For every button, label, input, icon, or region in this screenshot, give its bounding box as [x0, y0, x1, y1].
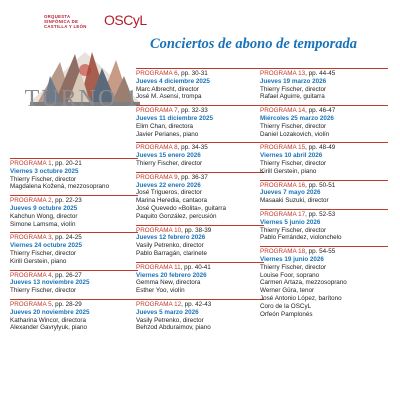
- performer-line: Thierry Fischer, director: [136, 159, 203, 167]
- concert-entry: [136, 299, 264, 332]
- concert-header: [260, 246, 388, 256]
- program-pages: , pp. 52-53: [305, 210, 336, 218]
- concert-header: [136, 172, 264, 182]
- concert-header: [136, 299, 264, 309]
- performer-line: Carmen Artaza, mezzosoprano: [260, 279, 347, 287]
- program-pages: , pp. 22-23: [51, 197, 82, 205]
- program-number: PROGRAMA 14: [260, 107, 306, 115]
- concert-date: Viernes 19 junio 2026: [260, 255, 324, 263]
- performer-line: Coro de la OSCyL: [260, 302, 312, 310]
- performer-line: Masaaki Suzuki, director: [260, 197, 329, 205]
- performer-line: Rafael Aguirre, guitarra: [260, 93, 325, 101]
- concert-date: Viernes 3 octubre 2025: [10, 167, 79, 175]
- performer-line: José Antonio López, barítono: [260, 294, 342, 302]
- concert-header: [260, 209, 388, 219]
- program-pages: , pp. 40-41: [180, 263, 211, 271]
- concert-header: [136, 105, 264, 115]
- concert-date: Viernes 10 abril 2026: [260, 152, 323, 160]
- program-number: PROGRAMA 1: [10, 160, 52, 167]
- program-number: PROGRAMA 2: [10, 197, 52, 205]
- concert-header: [260, 142, 388, 152]
- performer-line: Thierry Fischer, director: [260, 85, 327, 93]
- concert-date: Jueves 5 marzo 2026: [136, 308, 199, 316]
- performer-line: Thierry Fischer, director: [260, 263, 327, 271]
- performer-line: Thierry Fischer, director: [260, 226, 327, 234]
- program-number: PROGRAMA 7: [136, 107, 178, 115]
- program-pages: , pp. 32-33: [177, 107, 208, 115]
- performer-line: Werner Güra, tenor: [260, 287, 315, 295]
- program-pages: , pp. 26-27: [51, 271, 82, 279]
- program-pages: , pp. 44-45: [305, 70, 336, 77]
- concert-entry: [260, 246, 388, 318]
- concert-entry: [260, 142, 388, 175]
- performer-line: Alexander Gavrylyuk, piano: [10, 324, 88, 332]
- performer-line: José M. Asensi, trompa: [136, 93, 202, 101]
- concert-header: [10, 270, 138, 280]
- program-pages: , pp. 54-55: [305, 248, 336, 256]
- orchestra-wordmark: OSCyL: [104, 12, 147, 28]
- program-number: PROGRAMA 15: [260, 144, 306, 152]
- program-number: PROGRAMA 8: [136, 144, 178, 152]
- performer-line: Thierry Fischer, director: [260, 122, 327, 130]
- column-2: [136, 68, 264, 336]
- orchestra-name-line: ORQUESTA: [44, 14, 71, 19]
- performer-line: Marina Heredia, cantaora: [136, 197, 208, 205]
- orchestra-name-line: CASTILLA Y LEÓN: [44, 24, 87, 29]
- concert-header: [10, 299, 138, 309]
- program-number: PROGRAMA 16: [260, 181, 306, 189]
- concert-date: Viernes 5 junio 2026: [260, 218, 321, 226]
- concert-entry: [10, 232, 138, 265]
- performer-line: Pablo Ferrández, violonchelo: [260, 234, 342, 242]
- performer-line: Paquito González, percusión: [136, 212, 217, 220]
- performer-line: Orfeón Pamplonés: [260, 310, 313, 318]
- performer-line: Vasily Petrenko, director: [136, 242, 204, 250]
- concert-header: [260, 68, 388, 78]
- performer-line: Kirill Gerstein, piano: [10, 257, 67, 265]
- column-1: [10, 158, 138, 336]
- concert-entry: [136, 262, 264, 295]
- concert-date: Jueves 15 enero 2026: [136, 152, 201, 160]
- program-number: PROGRAMA 6: [136, 70, 178, 77]
- program-pages: , pp. 46-47: [305, 107, 336, 115]
- concert-date: Miércoles 25 marzo 2026: [260, 114, 334, 122]
- concert-entry: [260, 209, 388, 242]
- program-number: PROGRAMA 17: [260, 210, 306, 218]
- performer-line: Javier Perianes, piano: [136, 130, 199, 138]
- program-number: PROGRAMA 13: [260, 70, 306, 77]
- program-pages: , pp. 48-49: [305, 144, 336, 152]
- concert-entry: [10, 270, 138, 295]
- concert-entry: [136, 105, 264, 138]
- concert-entry: [136, 172, 264, 221]
- program-pages: , pp. 24-25: [51, 234, 82, 242]
- program-number: PROGRAMA 11: [136, 263, 181, 271]
- program-number: PROGRAMA 12: [136, 300, 182, 308]
- page-title: Conciertos de abono de temporada: [150, 36, 358, 52]
- concert-header: [10, 158, 138, 168]
- concert-header: [136, 225, 264, 235]
- concert-entry: [260, 105, 388, 138]
- program-pages: , pp. 36-37: [177, 173, 208, 181]
- concert-date: Jueves 9 octubre 2025: [10, 204, 78, 212]
- concert-header: [136, 68, 264, 78]
- concert-header: [136, 262, 264, 272]
- performer-line: Gemma New, directora: [136, 279, 201, 287]
- performer-line: Katharina Wincor, directora: [10, 316, 86, 324]
- performer-line: Marc Albrecht, director: [136, 85, 199, 93]
- program-number: PROGRAMA 4: [10, 271, 52, 279]
- concert-header: [260, 180, 388, 190]
- program-pages: , pp. 42-43: [181, 300, 212, 308]
- performer-line: Kirill Gerstein, piano: [260, 167, 317, 175]
- performer-line: Esther Yoo, violín: [136, 287, 185, 295]
- program-pages: , pp. 50-51: [305, 181, 336, 189]
- program-pages: , pp. 28-29: [51, 300, 82, 308]
- performer-line: Elim Chan, directora: [136, 122, 194, 130]
- performer-line: José Trigueros, director: [136, 189, 202, 197]
- concert-date: Jueves 20 noviembre 2025: [10, 308, 90, 316]
- program-number: PROGRAMA 10: [136, 226, 182, 234]
- performer-line: Simone Lamsma, violín: [10, 220, 76, 228]
- program-pages: , pp. 30-31: [177, 70, 208, 77]
- performer-line: Daniel Lozakovich, violín: [260, 130, 330, 138]
- orchestra-name-line: SINFÓNICA DE: [44, 19, 79, 24]
- concert-header: [136, 142, 264, 152]
- concert-entry: [10, 299, 138, 332]
- program-number: PROGRAMA 3: [10, 234, 52, 242]
- program-pages: , pp. 38-39: [181, 226, 212, 234]
- program-pages: , pp. 20-21: [51, 160, 82, 167]
- concert-date: Jueves 11 diciembre 2025: [136, 114, 214, 122]
- concert-entry: [260, 180, 388, 205]
- orchestra-logo: [44, 12, 147, 40]
- program-number: PROGRAMA 9: [136, 173, 178, 181]
- program-pages: , pp. 34-35: [177, 144, 208, 152]
- concert-date: Jueves 4 diciembre 2025: [136, 77, 210, 85]
- concert-date: Jueves 22 enero 2026: [136, 181, 201, 189]
- column-3: [260, 68, 388, 322]
- concert-date: Jueves 12 febrero 2026: [136, 234, 206, 242]
- concert-header: [10, 195, 138, 205]
- performer-line: Thierry Fischer, director: [260, 159, 327, 167]
- performer-line: Thierry Fischer, director: [10, 287, 77, 295]
- concert-date: Jueves 13 noviembre 2025: [10, 279, 90, 287]
- performer-line: Thierry Fischer, director: [10, 249, 77, 257]
- concert-entry: [136, 142, 264, 167]
- concert-header: [10, 232, 138, 242]
- concert-header: [260, 105, 388, 115]
- concert-date: Jueves 7 mayo 2026: [260, 189, 321, 197]
- performer-line: Kahchun Wong, director: [10, 212, 78, 220]
- concert-entry: [136, 68, 264, 101]
- concert-date: Viernes 24 octubre 2025: [10, 242, 82, 250]
- concert-date: Jueves 19 marzo 2026: [260, 77, 327, 85]
- performer-line: Behzod Abduraimov, piano: [136, 324, 211, 332]
- performer-line: Vasily Petrenko, director: [136, 316, 204, 324]
- performer-line: Thierry Fischer, director: [10, 175, 77, 183]
- program-number: PROGRAMA 18: [260, 248, 306, 256]
- performer-line: José Quevedo «Bolita», guitarra: [136, 204, 226, 212]
- concert-entry: [260, 68, 388, 101]
- concert-entry: [136, 225, 264, 258]
- program-number: PROGRAMA 5: [10, 300, 52, 308]
- concert-entry: [10, 195, 138, 228]
- turno-title: TURNO 1: [24, 86, 140, 112]
- performer-line: Magdalena Kožená, mezzosoprano: [10, 183, 110, 191]
- performer-line: Pablo Barragán, clarinete: [136, 249, 208, 257]
- performer-line: Louise Foor, soprano: [260, 271, 320, 279]
- orchestra-name: [44, 14, 102, 29]
- concert-entry: [10, 158, 138, 191]
- concert-date: Viernes 20 febrero 2026: [136, 271, 207, 279]
